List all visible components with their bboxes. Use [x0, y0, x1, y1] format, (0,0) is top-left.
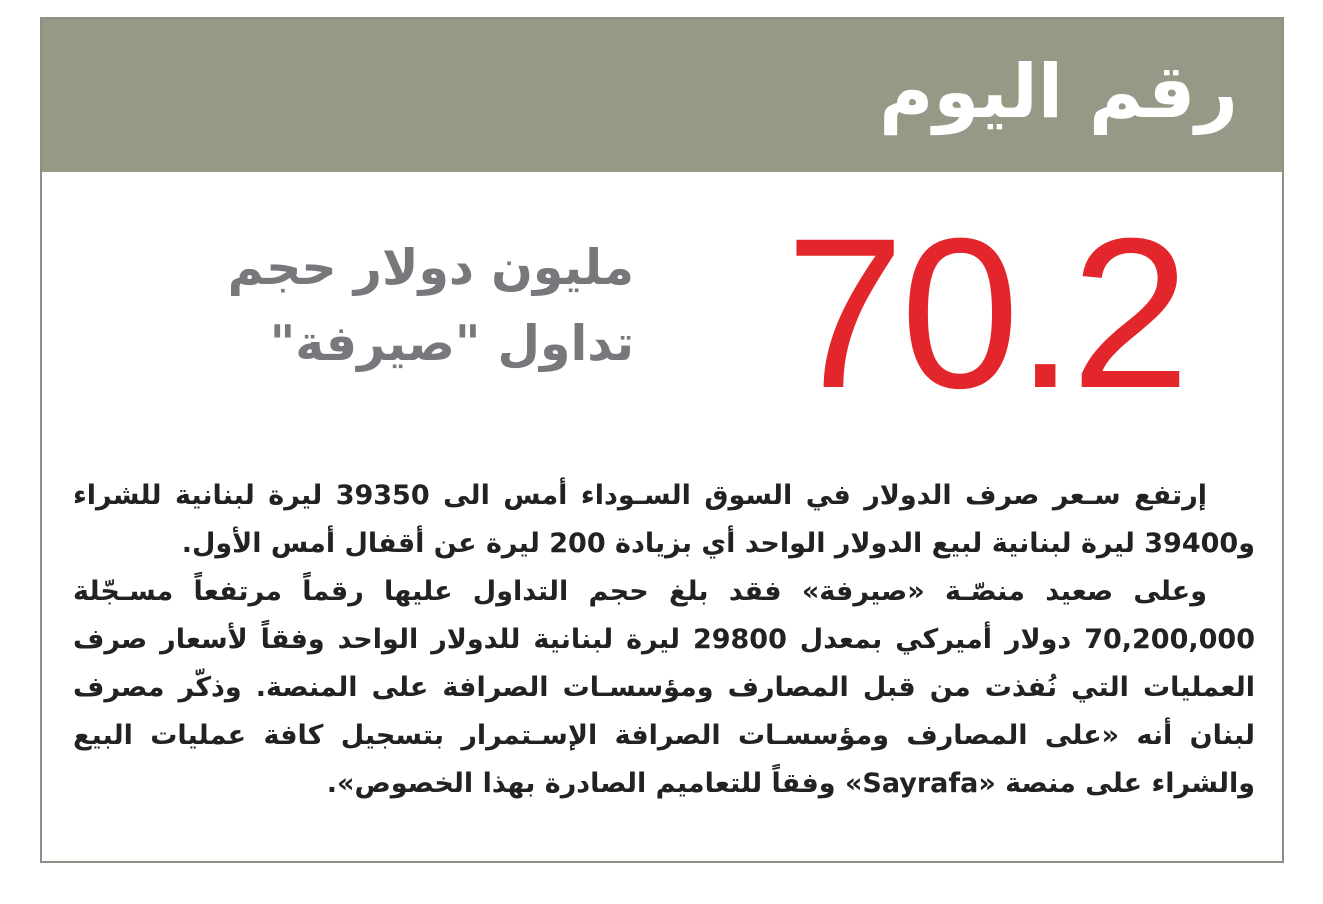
article-paragraph-1: إرتفع سـعر صرف الدولار في السوق السـوداء أمس الى 39350 ليرة لبنانية للشراء و39400 ليرة لبنانية لبيع الدولار الواحد أي بزيادة 200 ليرة عن أقفال أمس الأول. — [73, 480, 1255, 559]
daily-number-card — [40, 17, 1284, 863]
header-title: رقم اليوم — [879, 49, 1238, 135]
header-band — [42, 19, 1282, 172]
highlight-caption — [114, 230, 634, 382]
article-body — [73, 472, 1255, 808]
article-paragraph-2: وعلى صعيد منصّـة «صيرفة» فقد بلغ حجم التداول عليها رقماً مرتفعاً مسـجّلة 70,200,000 دولار أميركي بمعدل 29800 ليرة لبنانية للدولار الواحد وفقاً لأسعار صرف العمليات التي نُفذت من قبل المصارف ومؤسسـات الصرافة على المنصة. وذكّر مصرف لبنان أنه «على المصارف ومؤسسـات الصرافة الإسـتمرار بتسجيل كافة عمليات البيع والشراء على منصة «Sayrafa» وفقاً للتعاميم الصادرة بهذا الخصوص». — [73, 576, 1255, 799]
caption-line-2: تداول "صيرفة" — [269, 314, 634, 372]
caption-line-1: مليون دولار حجم — [227, 239, 634, 296]
highlight-number: 70.2 — [785, 194, 1186, 433]
